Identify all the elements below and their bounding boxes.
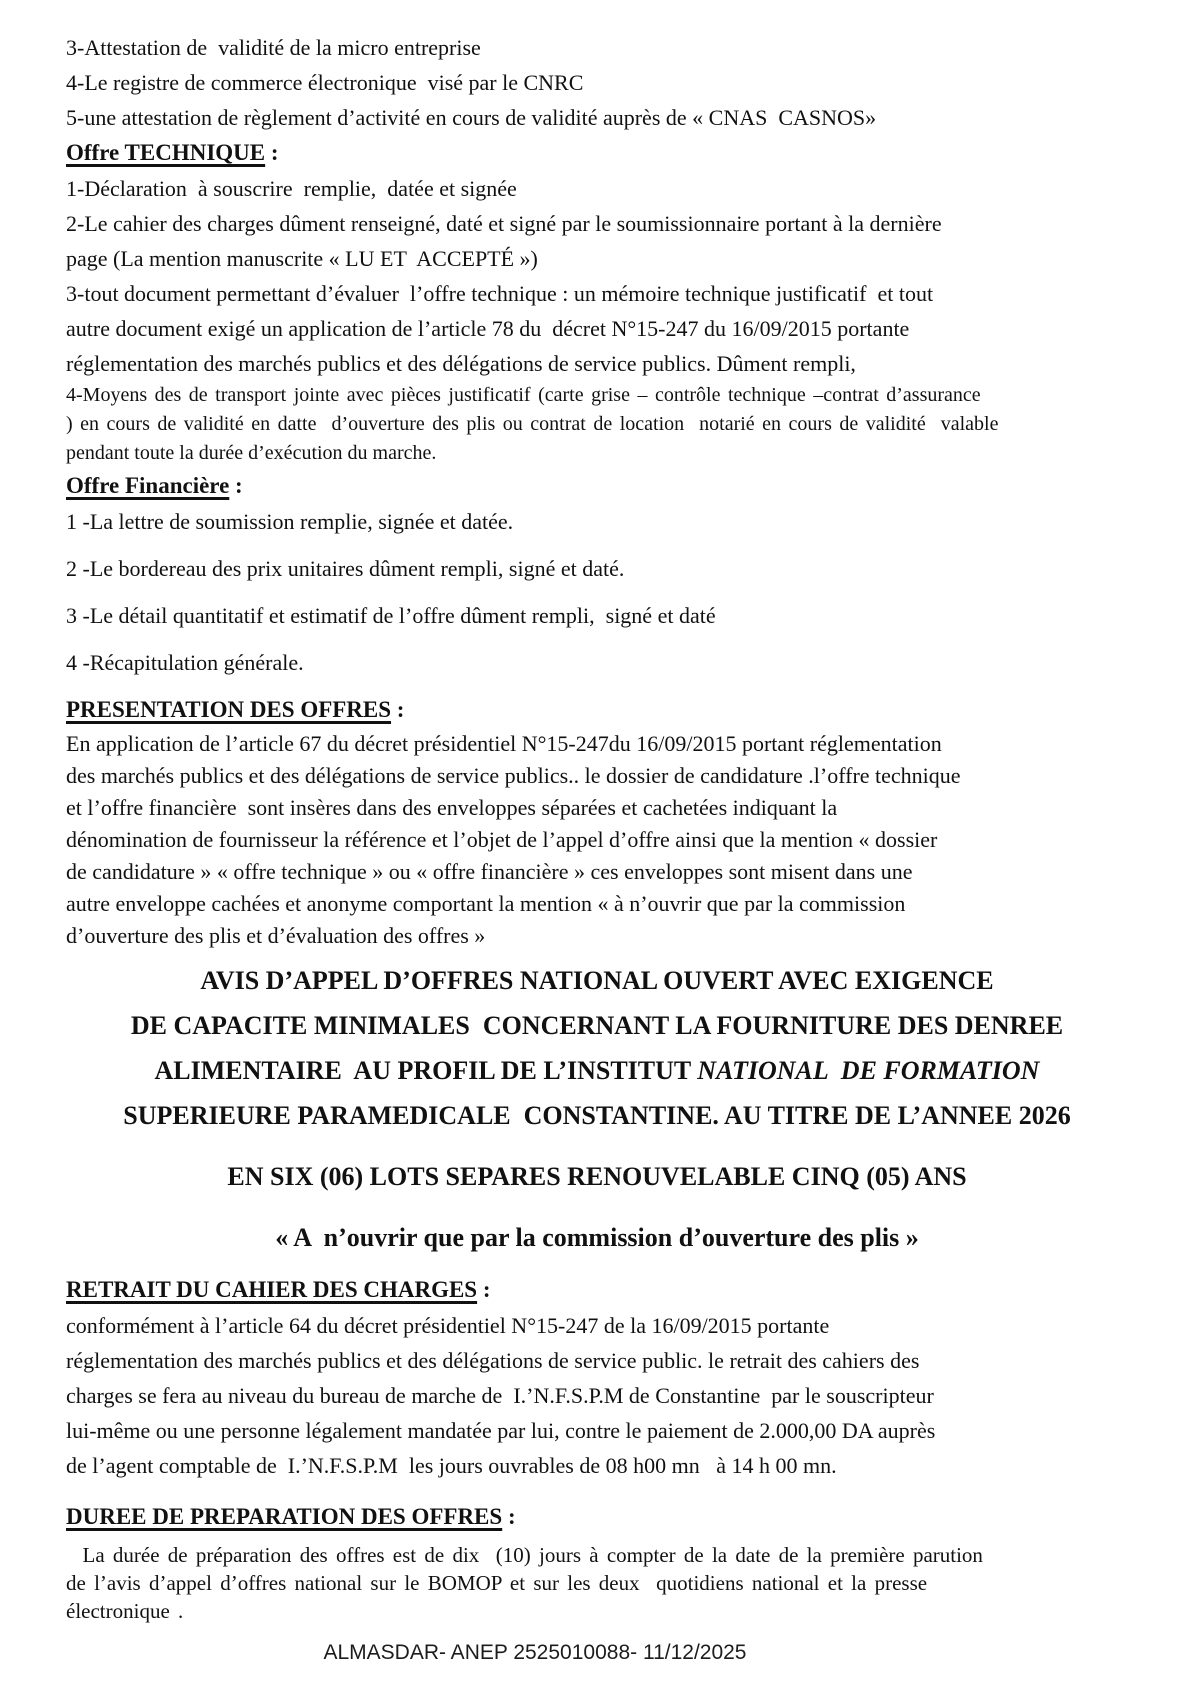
technique-item: autre document exigé un application de l’article 78 du décret N°15-247 du 16/09/2015 portante <box>66 316 910 341</box>
presentation-paragraph <box>66 728 1128 952</box>
section-heading-offre-technique <box>66 135 1128 171</box>
heading-colon: : <box>265 140 279 165</box>
candidature-item: 3-Attestation de validité de la micro entreprise <box>66 35 481 60</box>
avis-mention-line: « A n’ouvrir que par la commission d’ouverture des plis » <box>275 1223 919 1252</box>
section-heading-duree <box>66 1499 1128 1535</box>
avis-title-italic: NATIONAL DE FORMATION <box>697 1056 1040 1085</box>
paragraph-line: conformément à l’article 64 du décret présidentiel N°15-247 de la 16/09/2015 portante <box>66 1313 830 1338</box>
avis-title-line: SUPERIEURE PARAMEDICALE CONSTANTINE. AU TITRE DE L’ANNEE 2026 <box>123 1101 1071 1130</box>
paragraph-line: En application de l’article 67 du décret présidentiel N°15-247du 16/09/2015 portant réglementation <box>66 731 942 756</box>
candidature-item: 4-Le registre de commerce électronique visé par le CNRC <box>66 70 584 95</box>
section-heading-offre-financiere <box>66 468 1128 504</box>
heading-colon: : <box>229 473 243 498</box>
candidature-item: 5-une attestation de règlement d’activité en cours de validité auprès de « CNAS CASNOS» <box>66 105 877 130</box>
paragraph-line: autre enveloppe cachées et anonyme comportant la mention « à n’ouvrir que par la commission <box>66 891 906 916</box>
paragraph-line: électronique . <box>66 1599 184 1623</box>
paragraph-line: réglementation des marchés publics et des délégations de service public. le retrait des cahiers des <box>66 1348 920 1373</box>
avis-title-line: AVIS D’APPEL D’OFFRES NATIONAL OUVERT AVEC EXIGENCE <box>200 966 994 995</box>
financiere-item: 4 -Récapitulation générale. <box>66 650 304 675</box>
paragraph-line: lui-même ou une personne légalement mandatée par lui, contre le paiement de 2.000,00 DA auprès <box>66 1418 936 1443</box>
document-content <box>66 30 1128 1625</box>
heading-colon: : <box>502 1504 516 1529</box>
heading-colon: : <box>477 1277 491 1302</box>
technique-item: 1-Déclaration à souscrire remplie, datée et signée <box>66 176 517 201</box>
section-heading-retrait <box>66 1272 1128 1308</box>
duree-paragraph <box>66 1541 1128 1625</box>
paragraph-line: d’ouverture des plis et d’évaluation des offres » <box>66 923 486 948</box>
paragraph-line: et l’offre financière sont insères dans des enveloppes séparées et cachetées indiquant la <box>66 795 838 820</box>
paragraph-line: de l’agent comptable de I.’N.F.S.P.M les jours ouvrables de 08 h00 mn à 14 h 00 mn. <box>66 1453 837 1478</box>
financiere-item: 3 -Le détail quantitatif et estimatif de l’offre dûment rempli, signé et daté <box>66 603 716 628</box>
paragraph-line: La durée de préparation des offres est de dix (10) jours à compter de la date de la première parution <box>66 1543 983 1567</box>
financiere-item: 2 -Le bordereau des prix unitaires dûment rempli, signé et daté. <box>66 556 625 581</box>
technique-item: 3-tout document permettant d’évaluer l’offre technique : un mémoire technique justificatif et tout <box>66 281 934 306</box>
technique-item: réglementation des marchés publics et des délégations de service publics. Dûment rempli, <box>66 351 856 376</box>
heading-text: Offre Financière <box>66 473 230 498</box>
technique-item: 2-Le cahier des charges dûment renseigné, daté et signé par le soumissionnaire portant à la dernière <box>66 211 942 236</box>
avis-title-line: DE CAPACITE MINIMALES CONCERNANT LA FOURNITURE DES DENREE <box>130 1011 1064 1040</box>
technique-item: page (La mention manuscrite « LU ET ACCEPTÉ ») <box>66 246 538 271</box>
technique-item: ) en cours de validité en datte d’ouverture des plis ou contrat de location notarié en cours de validité valable <box>66 413 999 435</box>
avis-lots-line: EN SIX (06) LOTS SEPARES RENOUVELABLE CINQ (05) ANS <box>227 1162 967 1191</box>
paragraph-line: dénomination de fournisseur la référence et l’objet de l’appel d’offre ainsi que la mention « dossier <box>66 827 938 852</box>
paragraph-line: de candidature » « offre technique » ou « offre financière » ces enveloppes sont misent dans une <box>66 859 913 884</box>
financiere-item: 1 -La lettre de soumission remplie, signée et datée. <box>66 509 514 534</box>
heading-text: DUREE DE PREPARATION DES OFFRES <box>66 1504 503 1529</box>
technique-item: 4-Moyens des de transport jointe avec pièces justificatif (carte grise – contrôle technique –contrat d’assurance <box>66 384 981 406</box>
heading-text: Offre TECHNIQUE <box>66 140 266 165</box>
avis-title-line <box>66 1048 1128 1093</box>
avis-title-block <box>66 958 1128 1260</box>
avis-title-normal: ALIMENTAIRE AU PROFIL DE L’INSTITUT <box>154 1056 698 1085</box>
heading-text: PRESENTATION DES OFFRES <box>66 697 392 722</box>
technique-item: pendant toute la durée d’exécution du marche. <box>66 442 437 464</box>
paragraph-line: de l’avis d’appel d’offres national sur le BOMOP et sur les deux quotidiens national et la presse <box>66 1571 928 1595</box>
paragraph-line: des marchés publics et des délégations de service publics.. le dossier de candidature .l’offre technique <box>66 763 961 788</box>
heading-colon: : <box>391 697 405 722</box>
section-heading-presentation <box>66 692 1128 728</box>
retrait-paragraph <box>66 1308 1128 1483</box>
paragraph-line: charges se fera au niveau du bureau de marche de I.’N.F.S.P.M de Constantine par le souscripteur <box>66 1383 934 1408</box>
footer-publication-reference: ALMASDAR- ANEP 2525010088- 11/12/2025 <box>323 1641 747 1664</box>
heading-text: RETRAIT DU CAHIER DES CHARGES <box>66 1277 478 1302</box>
